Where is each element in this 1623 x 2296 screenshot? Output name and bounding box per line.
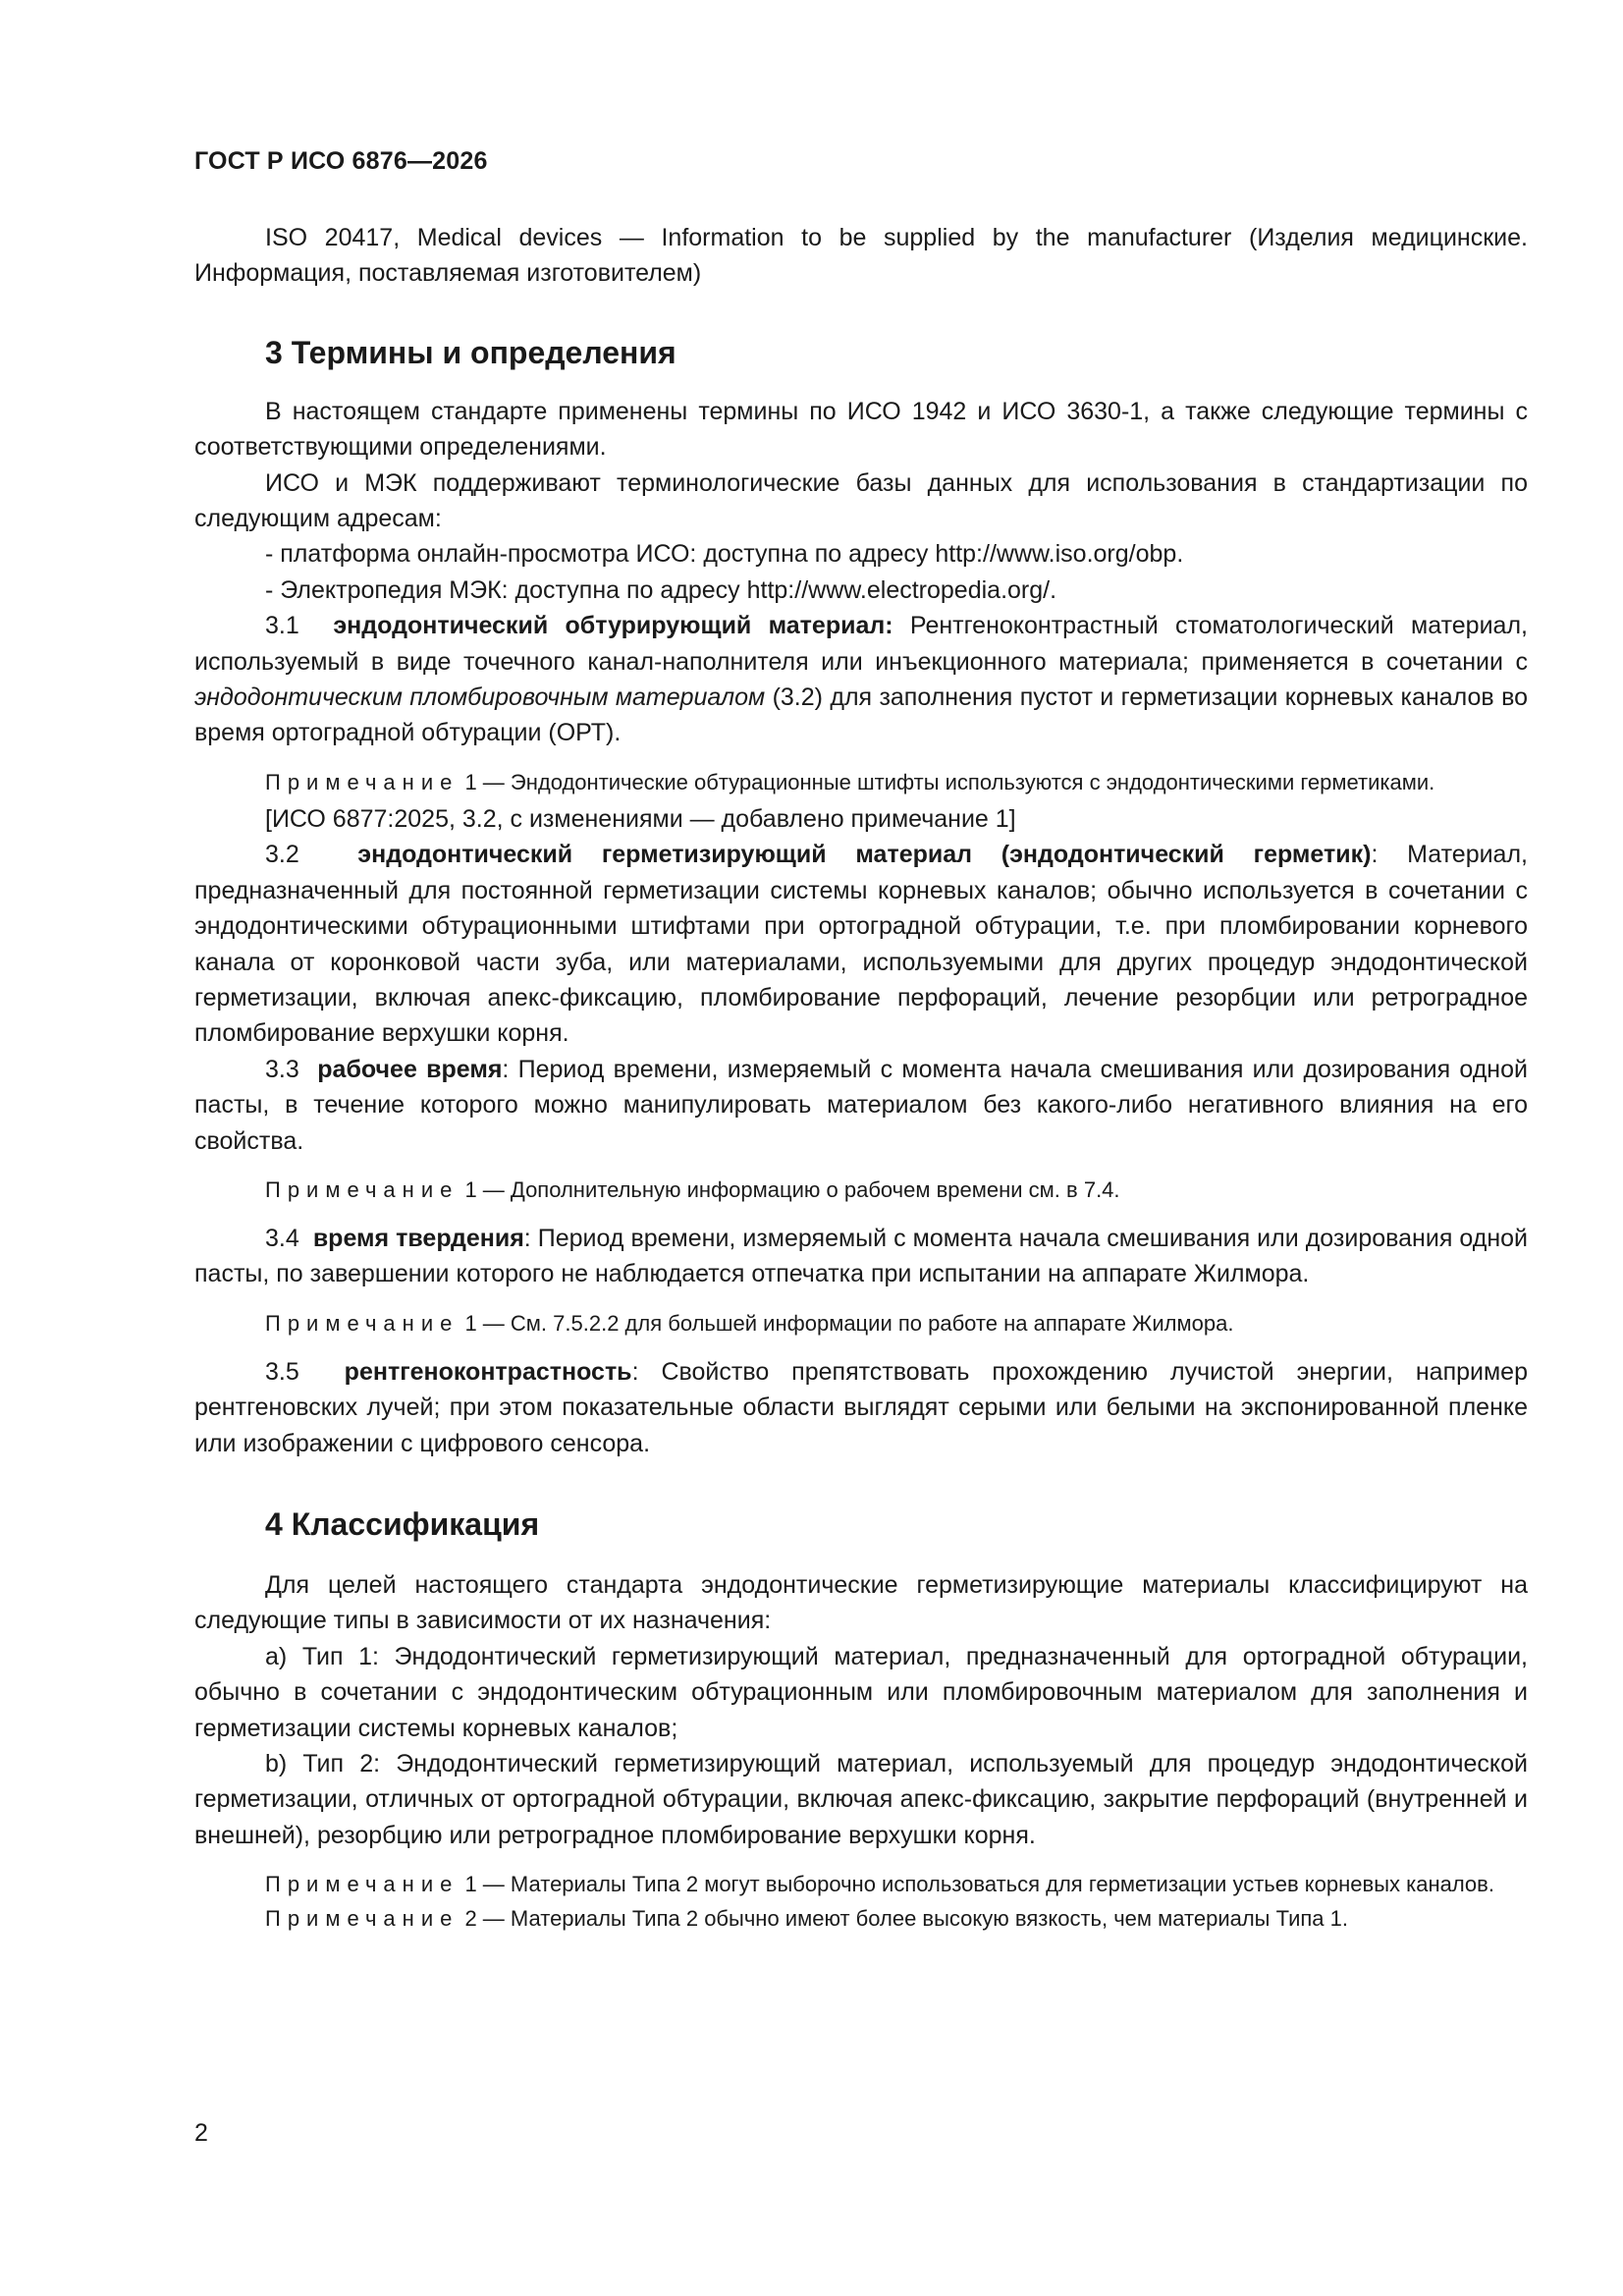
term-3-1-number: 3.1 bbox=[265, 612, 299, 640]
term-3-3-number: 3.3 bbox=[265, 1055, 299, 1083]
term-3-2-number: 3.2 bbox=[265, 841, 299, 869]
term-3-3-name: рабочее время bbox=[317, 1055, 503, 1083]
term-3-5 bbox=[194, 1354, 1528, 1461]
note-label: Примечание bbox=[265, 1176, 460, 1202]
list-item-a: a) Тип 1: Эндодонтический герметизирующий материал, предназначенный для ортоградной обтурации, обычно в сочетании с эндодонтическим обтурационным или пломбировочным материалом для заполнения и герметизации системы корневых каналов; bbox=[194, 1642, 1528, 1742]
note-text: 1 — Материалы Типа 2 могут выборочно использоваться для герметизации устьев корневых каналов. bbox=[459, 1872, 1494, 1897]
document-code-header: ГОСТ Р ИСО 6876—2026 bbox=[194, 147, 488, 175]
term-3-2-text: : Материал, предназначенный для постоянной герметизации системы корневых каналов; обычно используется в сочетании с эндодонтическими обтурационными штифтами при ортоградной обтурации, т.е. при пломбировании корневого канала от коронковой части зуба, или материалами, используемыми для других процедур эндодонтической герметизации, включая апекс-фиксацию, пломбирование перфораций, лечение резорбции или ретроградное пломбирование верхушки корня. bbox=[194, 841, 1528, 1048]
note-text: 2 — Материалы Типа 2 обычно имеют более высокую вязкость, чем материалы Типа 1. bbox=[459, 1906, 1348, 1932]
term-3-5-text: : Свойство препятствовать прохождению лучистой энергии, например рентгеновских лучей; при этом показательные области выглядят серыми или белыми на экспонированной пленке или изображении с цифрового сенсора. bbox=[194, 1357, 1528, 1457]
term-3-3 bbox=[194, 1052, 1528, 1159]
page-number: 2 bbox=[194, 2119, 208, 2147]
term-3-1-note bbox=[194, 767, 1528, 797]
bullet-electropedia: - Электропедия МЭК: доступна по адресу http://www.electropedia.org/. bbox=[265, 575, 1057, 604]
term-3-1-name: эндодонтический обтурирующий материал: bbox=[333, 612, 893, 640]
term-3-4 bbox=[194, 1221, 1528, 1292]
term-3-5-number: 3.5 bbox=[265, 1357, 299, 1386]
note-label: Примечание bbox=[265, 1872, 460, 1897]
term-3-4-note bbox=[194, 1308, 1528, 1339]
list-item-b: b) Тип 2: Эндодонтический герметизирующий материал, используемый для процедур эндодонтической герметизации, отличных от ортоградной обтурации, включая апекс-фиксацию, закрытие перфораций (внутренней и внешней), резорбцию или ретроградное пломбирование верхушки корня. bbox=[194, 1750, 1528, 1849]
section-4-note-2 bbox=[194, 1903, 1528, 1934]
section-4-heading: 4 Классификация bbox=[265, 1505, 540, 1542]
note-text: 1 — См. 7.5.2.2 для большей информации по работе на аппарате Жилмора. bbox=[459, 1310, 1234, 1336]
section-4-note-1 bbox=[194, 1869, 1528, 1899]
term-3-3-note bbox=[194, 1175, 1528, 1205]
note-label: Примечание bbox=[265, 769, 460, 794]
page-content bbox=[194, 220, 1528, 1949]
note-text: 1 — Эндодонтические обтурационные штифты используются с эндодонтическими герметиками. bbox=[459, 769, 1435, 794]
section-3-intro-1: В настоящем стандарте применены термины по ИСО 1942 и ИСО 3630-1, а также следующие термины с соответствующими определениями. bbox=[194, 397, 1528, 462]
note-label: Примечание bbox=[265, 1310, 460, 1336]
term-3-1 bbox=[194, 608, 1528, 751]
bullet-iso-obp: - платформа онлайн-просмотра ИСО: доступна по адресу http://www.iso.org/obp. bbox=[265, 540, 1184, 569]
section-3-heading: 3 Термины и определения bbox=[265, 334, 676, 370]
term-3-5-name: рентгеноконтрастность bbox=[344, 1357, 632, 1386]
note-label: Примечание bbox=[265, 1906, 460, 1932]
term-3-4-text: : Период времени, измеряемый с момента начала смешивания или дозирования одной пасты, по завершении которого не наблюдается отпечатка при испытании на аппарате Жилмора. bbox=[194, 1224, 1528, 1288]
term-3-3-text: : Период времени, измеряемый с момента начала смешивания или дозирования одной пасты, в течение которого можно манипулировать материалом без какого-либо негативного влияния на его свойства. bbox=[194, 1055, 1528, 1155]
term-3-2-name: эндодонтический герметизирующий материал (эндодонтический герметик) bbox=[357, 841, 1372, 869]
term-3-1-source: [ИСО 6877:2025, 3.2, с изменениями — добавлено примечание 1] bbox=[265, 804, 1016, 833]
term-3-1-text-a: Рентгеноконтрастный стоматологический материал, используемый в виде точечного канал-наполнителя или инъекционного материала; применяется в сочетании с bbox=[194, 612, 1528, 676]
term-3-2 bbox=[194, 837, 1528, 1051]
section-3-intro-2: ИСО и МЭК поддерживают терминологические базы данных для использования в стандартизации по следующим адресам: bbox=[194, 468, 1528, 533]
note-text: 1 — Дополнительную информацию о рабочем времени см. в 7.4. bbox=[459, 1176, 1120, 1202]
term-3-4-name: время твердения bbox=[312, 1224, 524, 1252]
section-4-intro: Для целей настоящего стандарта эндодонтические герметизирующие материалы классифицируют на следующие типы в зависимости от их назначения: bbox=[194, 1570, 1528, 1635]
term-3-1-italic-ref: эндодонтическим пломбировочным материалом bbox=[194, 683, 766, 712]
term-3-4-number: 3.4 bbox=[265, 1224, 299, 1252]
term-3-1-text-b: (3.2) для заполнения пустот и герметизации корневых каналов во время ортоградной обтурации (ОРТ). bbox=[194, 683, 1528, 747]
normative-reference: ISO 20417, Medical devices — Information to be supplied by the manufacturer (Изделия медицинские. Информация, поставляемая изготовителем) bbox=[194, 224, 1528, 288]
